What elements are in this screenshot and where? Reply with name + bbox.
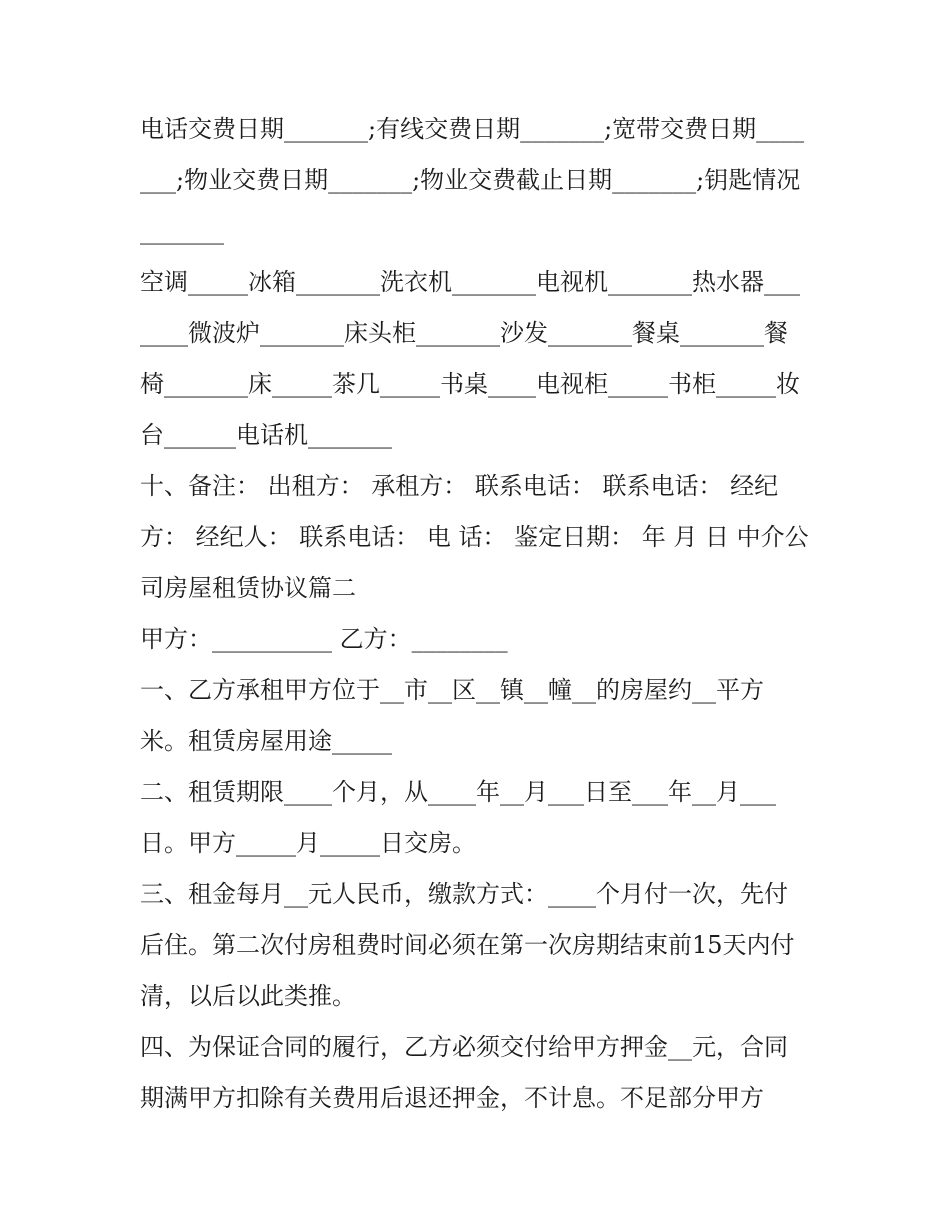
paragraph-utility-dates: 电话交费日期_______;有线交费日期_______;宽带交费日期_______;物业交费日期_______;物业交费截止日期_______;钥匙情况_______ [140, 115, 805, 245]
paragraph-clause-3: 三、租金每月__元人民币，缴款方式：____个月付一次，先付后住。第二次付房租费时间必须在第一次房期结束前15天内付清，以后以此类推。 [140, 880, 795, 1010]
paragraph-parties: 甲方：__________ 乙方：________ [140, 625, 508, 653]
paragraph-remarks: 十、备注： 出租方： 承租方： 联系电话： 联系电话： 经纪方： 经纪人： 联系电话： 电 话： 鉴定日期： 年 月 日 中介公司房屋租赁协议篇二 [140, 472, 809, 602]
paragraph-clause-1: 一、乙方承租甲方位于__市__区__镇__幢__的房屋约__平方米。租赁房屋用途_____ [140, 676, 764, 755]
document-body [140, 104, 810, 1124]
paragraph-clause-4: 四、为保证合同的履行，乙方必须交付给甲方押金__元，合同期满甲方扣除有关费用后退还押金，不计息。不足部分甲方 [140, 1033, 788, 1112]
paragraph-clause-2: 二、租赁期限____个月，从____年__月___日至___年__月___日。甲方_____月_____日交房。 [140, 778, 776, 857]
paragraph-furniture-list: 空调_____冰箱_______洗衣机_______电视机_______热水器_______微波炉_______床头柜_______沙发_______餐桌_______餐椅_______床_____茶几_____书桌____电视柜_____书柜_____妆台______电话机_______ [140, 268, 800, 449]
